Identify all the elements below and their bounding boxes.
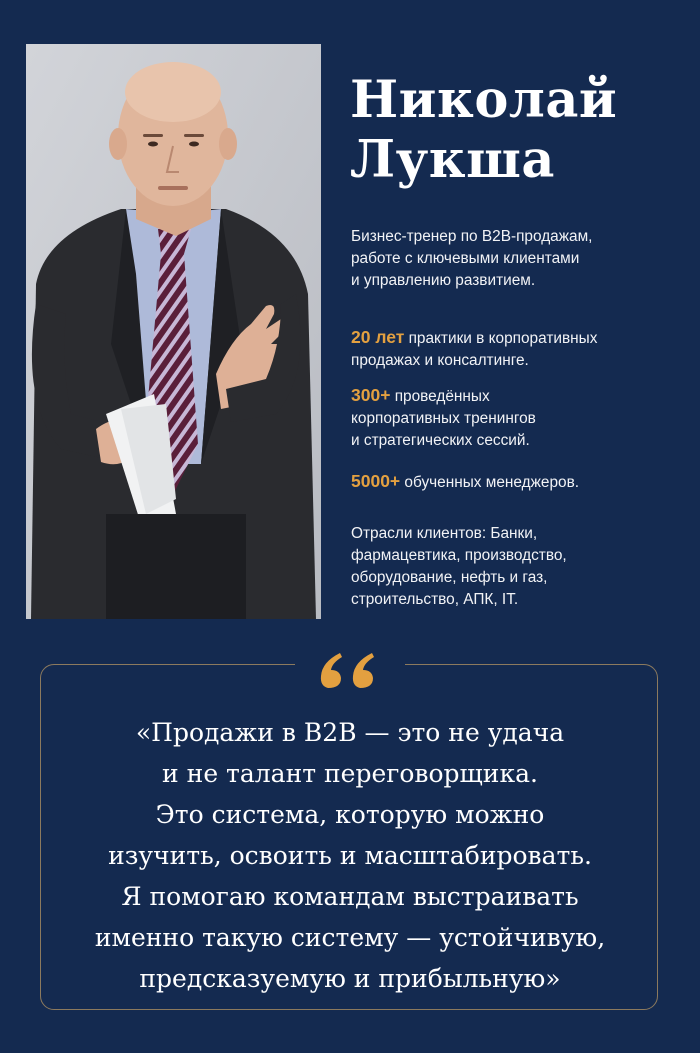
quote-mark-icon [318, 650, 380, 690]
quote-line: Это система, которую можно [155, 800, 545, 829]
stat-text: и стратегических сессий. [351, 432, 530, 449]
industries-line: фармацевтика, производство, [351, 547, 567, 564]
quote-line: изучить, освоить и масштабировать. [108, 841, 592, 870]
industries-line: Отрасли клиентов: Банки, [351, 525, 538, 542]
speaker-name [350, 70, 680, 190]
industries-line: оборудование, нефть и газ, [351, 569, 548, 586]
quote-line: предсказуемую и прибыльную» [139, 964, 561, 993]
stat-text: корпоративных тренингов [351, 410, 536, 427]
industries-line: строительство, АПК, IT. [351, 591, 519, 608]
role-line: работе с ключевыми клиентами [351, 250, 580, 267]
stat-text: проведённых [390, 388, 490, 405]
stat-text: обученных менеджеров. [400, 474, 580, 491]
quote-line: Я помогаю командам выстраивать [121, 882, 579, 911]
stat-highlight: 20 лет [351, 327, 405, 347]
quote-line: именно такую систему — устойчивую, [94, 923, 606, 952]
stat-highlight: 300+ [351, 385, 391, 405]
role-description [351, 226, 681, 292]
role-line: и управлению развитием. [351, 272, 536, 289]
portrait-photo [26, 44, 321, 619]
name-first: Николай [350, 70, 618, 130]
stat-trainings [351, 384, 681, 452]
stat-highlight: 5000+ [351, 471, 401, 491]
quote-line: и не талант переговорщика. [162, 759, 538, 788]
quote-text [40, 712, 660, 999]
stat-experience [351, 326, 681, 372]
name-last: Лукша [350, 130, 555, 190]
stat-managers [351, 470, 681, 494]
stat-text: практики в корпоративных [404, 330, 598, 347]
client-industries [351, 523, 681, 611]
quote-line: «Продажи в B2B — это не удача [135, 718, 565, 747]
role-line: Бизнес-тренер по B2B-продажам, [351, 228, 593, 245]
stat-text: продажах и консалтинге. [351, 352, 529, 369]
